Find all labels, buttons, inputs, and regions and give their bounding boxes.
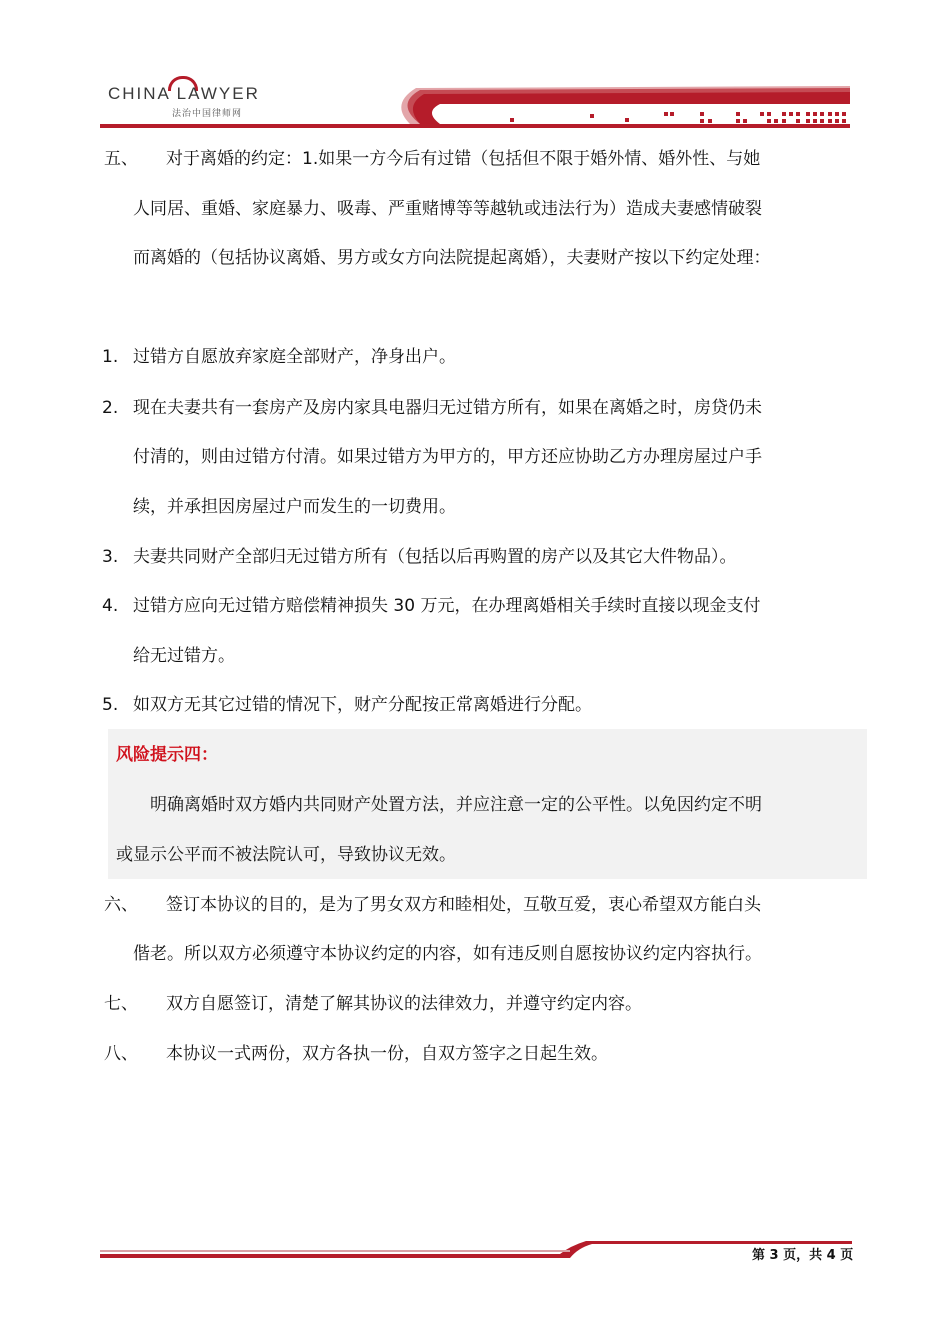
risk-tip-title: 风险提示四：	[116, 745, 218, 765]
item-4-number: 4.	[102, 596, 119, 616]
footer-swoosh	[100, 1241, 852, 1258]
item-4-line-1: 过错方应向无过错方赔偿精神损失 30 万元，在办理离婚相关手续时直接以现金支付	[133, 596, 761, 616]
section-5-line-3: 而离婚的（包括协议离婚、男方或女方向法院提起离婚），夫妻财产按以下约定处理：	[133, 248, 771, 268]
section-7-text: 双方自愿签订，清楚了解其协议的法律效力，并遵守约定内容。	[166, 994, 642, 1014]
item-5-number: 5.	[102, 695, 119, 715]
section-5-number: 五、	[104, 149, 138, 169]
section-6-line-1: 签订本协议的目的，是为了男女双方和睦相处，互敬互爱，衷心希望双方能白头	[166, 895, 761, 915]
section-8-text: 本协议一式两份，双方各执一份，自双方签字之日起生效。	[166, 1044, 608, 1064]
item-1-number: 1.	[102, 347, 119, 367]
page-number: 第 3 页，共 4 页	[752, 1248, 854, 1263]
item-2-line-3: 续，并承担因房屋过户而发生的一切费用。	[133, 497, 456, 517]
footer-line-highlight	[100, 1250, 570, 1252]
item-3-line-1: 夫妻共同财产全部归无过错方所有（包括以后再购置的房产以及其它大件物品）。	[133, 547, 737, 567]
risk-tip-line-2: 或显示公平而不被法院认可，导致协议无效。	[116, 845, 456, 865]
item-5-line-1: 如双方无其它过错的情况下，财产分配按正常离婚进行分配。	[133, 695, 592, 715]
item-2-line-1: 现在夫妻共有一套房产及房内家具电器归无过错方所有，如果在离婚之时，房贷仍未	[133, 398, 762, 418]
section-6-line-2: 偕老。所以双方必须遵守本协议约定的内容，如有违反则自愿按协议约定内容执行。	[133, 944, 762, 964]
section-5-line-2: 人同居、重婚、家庭暴力、吸毒、严重赌博等等越轨或违法行为）造成夫妻感情破裂	[133, 199, 762, 219]
item-3-number: 3.	[102, 547, 119, 567]
section-7-number: 七、	[104, 994, 138, 1014]
section-5-line-1: 对于离婚的约定：1.如果一方今后有过错（包括但不限于婚外情、婚外性、与她	[166, 149, 761, 169]
section-6-number: 六、	[104, 895, 138, 915]
item-1-line-1: 过错方自愿放弃家庭全部财产，净身出户。	[133, 347, 456, 367]
risk-tip-line-1: 明确离婚时双方婚内共同财产处置方法，并应注意一定的公平性。以免因约定不明	[150, 795, 762, 815]
logo-subtitle: 法治中国律师网	[172, 109, 243, 119]
logo-text: CHINA LAWYER	[108, 84, 260, 103]
item-4-line-2: 给无过错方。	[133, 646, 235, 666]
item-2-line-2: 付清的，则由过错方付清。如果过错方为甲方的，甲方还应协助乙方办理房屋过户手	[133, 447, 762, 467]
item-2-number: 2.	[102, 398, 119, 418]
section-8-number: 八、	[104, 1044, 138, 1064]
